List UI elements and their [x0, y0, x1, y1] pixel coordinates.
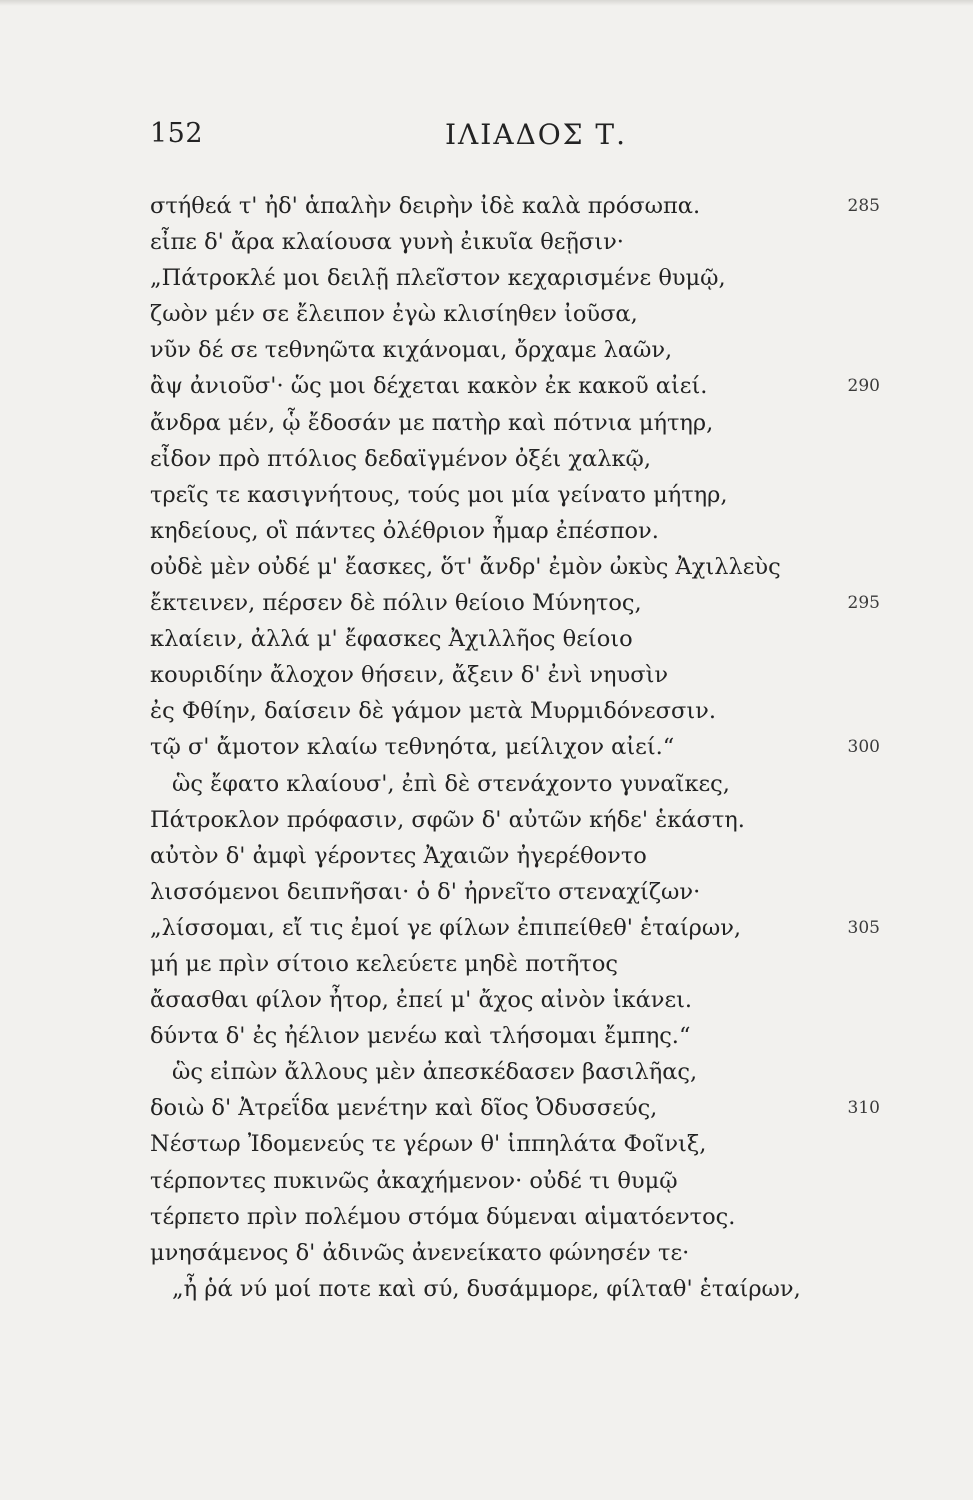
verse-line — [150, 910, 880, 946]
verse-line — [150, 477, 880, 513]
verse-text: Νέστωρ Ἰδομενεύς τε γέρων θ' ἱππηλάτα Φοῖνιξ, — [150, 1131, 707, 1158]
verse-text: ἐς Φθίην, δαίσειν δὲ γάμον μετὰ Μυρμιδόνεσσιν. — [150, 698, 717, 725]
verse-text: „Πάτροκλέ μοι δειλῇ πλεῖστον κεχαρισμένε θυμῷ, — [150, 265, 726, 292]
line-number: 290 — [847, 376, 880, 397]
verse-text: στήθεά τ' ἠδ' ἁπαλὴν δειρὴν ἰδὲ καλὰ πρόσωπα. — [150, 193, 701, 219]
verse-text-block — [150, 188, 880, 1307]
verse-line — [150, 513, 880, 549]
verse-text: εἶπε δ' ἄρα κλαίουσα γυνὴ ἐικυῖα θεῇσιν· — [150, 229, 624, 256]
verse-line — [150, 1018, 880, 1054]
verse-text: ἔκτεινεν, πέρσεν δὲ πόλιν θείοιο Μύνητος, — [150, 590, 642, 617]
verse-text: ὣς ἔφατο κλαίουσ', ἐπὶ δὲ στενάχοντο γυναῖκες, — [172, 770, 730, 797]
verse-text: δοιὼ δ' Ἀτρεΐδα μενέτην καὶ δῖος Ὀδυσσεύς, — [150, 1095, 658, 1122]
verse-line — [150, 1126, 880, 1162]
verse-line — [150, 260, 880, 296]
line-number: 300 — [847, 737, 880, 758]
verse-line — [150, 188, 880, 224]
verse-text: „ἦ ῥά νύ μοί ποτε καὶ σύ, δυσάμμορε, φίλταθ' ἑταίρων, — [172, 1275, 801, 1302]
verse-text: λισσόμενοι δειπνῆσαι· ὁ δ' ἠρνεῖτο στεναχίζων· — [150, 878, 701, 905]
verse-line — [150, 1054, 880, 1090]
verse-text: „λίσσομαι, εἴ τις ἐμοί γε φίλων ἐπιπείθεθ' ἑταίρων, — [150, 914, 742, 941]
verse-text: κλαίειν, ἀλλά μ' ἔφασκες Ἀχιλλῆος θείοιο — [150, 626, 633, 653]
verse-line — [150, 441, 880, 477]
verse-text: τέρπετο πρὶν πολέμου στόμα δύμεναι αἱματόεντος. — [150, 1203, 736, 1230]
verse-text: μή με πρὶν σίτοιο κελεύετε μηδὲ ποτῆτος — [150, 950, 619, 977]
verse-text: εἶδον πρὸ πτόλιος δεδαϊγμένον ὀξέι χαλκῷ, — [150, 445, 652, 472]
page-number: 152 — [150, 118, 204, 149]
verse-line — [150, 549, 880, 585]
verse-text: οὐδὲ μὲν οὐδέ μ' ἔασκες, ὅτ' ἄνδρ' ἐμὸν ὠκὺς Ἀχιλλεὺς — [150, 553, 781, 580]
verse-line — [150, 585, 880, 621]
verse-text: ἂψ ἀνιοῦσ'· ὥς μοι δέχεται κακὸν ἐκ κακοῦ αἰεί. — [150, 373, 708, 400]
verse-text: ὣς εἰπὼν ἄλλους μὲν ἀπεσκέδασεν βασιλῆας, — [172, 1059, 698, 1086]
line-number: 305 — [847, 917, 880, 938]
verse-text: νῦν δέ σε τεθνηῶτα κιχάνομαι, ὄρχαμε λαῶν, — [150, 337, 673, 364]
verse-text: μνησάμενος δ' ἀδινῶς ἀνενείκατο φώνησέν τε· — [150, 1239, 690, 1266]
verse-line — [150, 802, 880, 838]
verse-line — [150, 368, 880, 404]
verse-text: αὐτὸν δ' ἀμφὶ γέροντες Ἀχαιῶν ἠγερέθοντο — [150, 842, 647, 869]
verse-line — [150, 332, 880, 368]
page-header — [150, 118, 880, 158]
verse-text: τῷ σ' ἄμοτον κλαίω τεθνηότα, μείλιχον αἰεί.“ — [150, 734, 675, 761]
verse-line — [150, 224, 880, 260]
verse-text: τέρποντες πυκινῶς ἀκαχήμενον· οὐδέ τι θυμῷ — [150, 1167, 678, 1194]
verse-text: τρεῖς τε κασιγνήτους, τούς μοι μία γείνατο μήτηρ, — [150, 481, 728, 508]
verse-text: ἄνδρα μέν, ᾧ ἔδοσάν με πατὴρ καὶ πότνια μήτηρ, — [150, 409, 714, 436]
line-number: 310 — [847, 1098, 880, 1119]
verse-line — [150, 1199, 880, 1235]
verse-line — [150, 982, 880, 1018]
line-number: 285 — [847, 196, 880, 216]
verse-text: δύντα δ' ἐς ἠέλιον μενέω καὶ τλήσομαι ἔμπης.“ — [150, 1023, 691, 1050]
verse-line — [150, 621, 880, 657]
verse-text: Πάτροκλον πρόφασιν, σφῶν δ' αὐτῶν κήδε' ἑκάστη. — [150, 806, 745, 833]
verse-line — [150, 657, 880, 693]
verse-line — [150, 693, 880, 729]
verse-text: ζωὸν μέν σε ἔλειπον ἐγὼ κλισίηθεν ἰοῦσα, — [150, 301, 638, 328]
running-title: ΙΛΙΑΔΟΣ Τ. — [445, 118, 628, 151]
verse-text: κουριδίην ἄλοχον θήσειν, ἄξειν δ' ἐνὶ νηυσὶν — [150, 662, 669, 689]
verse-line — [150, 405, 880, 441]
verse-text: ἄσασθαι φίλον ἦτορ, ἐπεί μ' ἄχος αἰνὸν ἱκάνει. — [150, 987, 693, 1014]
verse-line — [150, 946, 880, 982]
verse-line — [150, 1090, 880, 1126]
verse-line — [150, 296, 880, 332]
line-number: 295 — [847, 593, 880, 614]
scan-edge — [0, 0, 973, 6]
verse-line — [150, 766, 880, 802]
verse-line — [150, 1163, 880, 1199]
verse-line — [150, 1235, 880, 1271]
verse-line — [150, 1271, 880, 1307]
verse-line — [150, 838, 880, 874]
verse-line — [150, 729, 880, 765]
verse-text: κηδείους, οἳ πάντες ὀλέθριον ἦμαρ ἐπέσπον. — [150, 517, 659, 544]
verse-line — [150, 874, 880, 910]
